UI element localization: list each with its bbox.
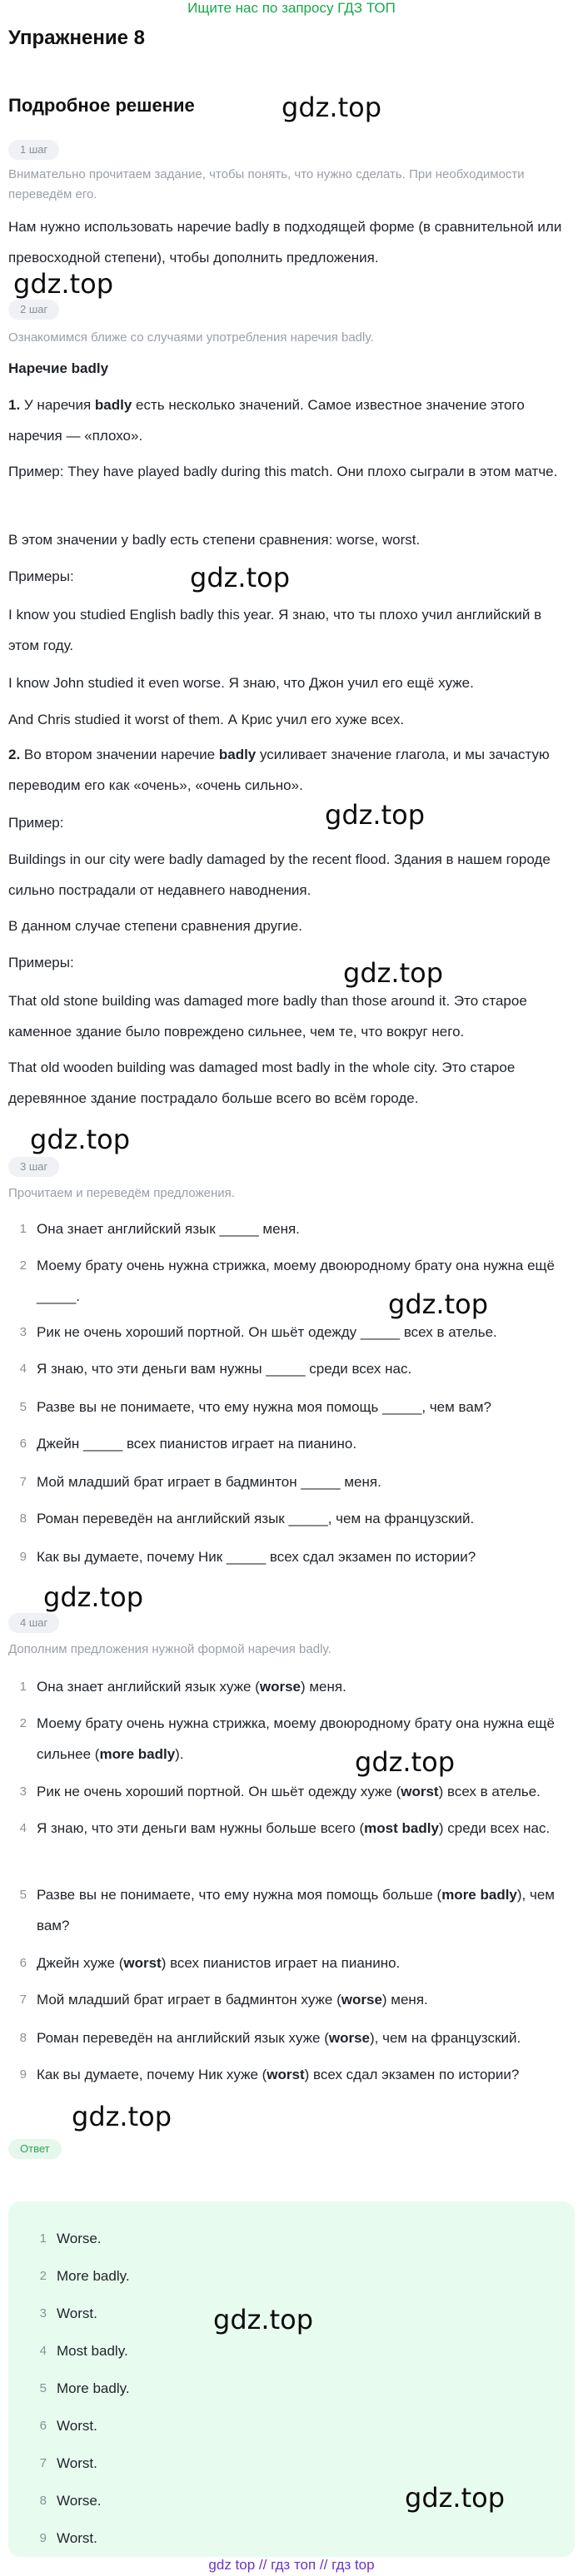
examples-label: Примеры: xyxy=(8,955,74,970)
example-label: Пример: xyxy=(8,815,64,831)
step-badge: 1 шаг xyxy=(8,140,59,160)
watermark: gdz.top xyxy=(30,1124,131,1155)
watermark: gdz.top xyxy=(325,799,426,831)
step-text: Нам нужно использовать наречие badly в подходящей форме (в сравнительной или превосходной степени), чтобы дополнить предложения. xyxy=(8,219,562,266)
example-text: That old wooden building was damaged most badly in the whole city. Это старое деревянное здание пострадало больше всего во всём городе. xyxy=(8,1060,516,1106)
answer-box: 1 Worse. 2 More badly. 3 Worst. 4 Most badly. 5 More badly. 6 Worst. 7 Worst. 8 Worse. 9 Worst. xyxy=(8,2201,575,2557)
example-text: Пример: They have played badly during this match. Они плохо сыграли в этом матче. xyxy=(8,464,558,479)
answer-badge: Ответ xyxy=(8,2139,62,2159)
watermark: gdz.top xyxy=(355,1746,456,1778)
example-text: I know you studied English badly this year. Я знаю, что ты плохо учил английский в этом году. xyxy=(8,607,542,653)
step-badge: 4 шаг xyxy=(8,1613,59,1633)
example-text: That old stone building was damaged more badly than those around it. Это старое каменное здание было повреждено сильнее, чем те, что вокруг него. xyxy=(8,993,527,1040)
example-text: And Chris studied it worst of them. А Крис учил его хуже всех. xyxy=(8,712,405,727)
watermark: gdz.top xyxy=(405,2482,506,2514)
watermark: gdz.top xyxy=(72,2101,172,2132)
search-hint-link[interactable]: Ищите нас по запросу ГДЗ ТОП xyxy=(187,0,396,16)
section-heading: Наречие badly xyxy=(8,360,109,376)
footer-links[interactable]: gdz top // гдз топ // гдз top xyxy=(208,2557,375,2573)
watermark: gdz.top xyxy=(190,562,291,593)
step-note: Прочитаем и переведём предложения. xyxy=(8,1186,235,1200)
step-note: Дополним предложения нужной формой наречия badly. xyxy=(8,1642,331,1656)
step-badge: 2 шаг xyxy=(8,300,59,320)
watermark: gdz.top xyxy=(43,1581,144,1613)
page-title: Упражнение 8 xyxy=(8,27,145,49)
step-note: Внимательно прочитаем задание, чтобы понять, что нужно сделать. При необходимости переведём его. xyxy=(8,167,525,201)
watermark: gdz.top xyxy=(388,1288,489,1320)
paragraph: В этом значении у badly есть степени сравнения: worse, worst. xyxy=(8,532,421,548)
paragraph: В данном случае степени сравнения другие. xyxy=(8,918,302,934)
watermark: gdz.top xyxy=(343,957,444,989)
watermark: gdz.top xyxy=(13,268,114,300)
step-badge: 3 шаг xyxy=(8,1157,59,1177)
watermark: gdz.top xyxy=(213,2304,314,2335)
step-note: Ознакомимся ближе со случаями употребления наречия badly. xyxy=(8,330,374,345)
solution-heading: Подробное решение xyxy=(8,95,195,116)
watermark: gdz.top xyxy=(282,92,382,123)
example-text: Buildings in our city were badly damaged by the recent flood. Здания в нашем городе сильно пострадали от недавнего наводнения. xyxy=(8,851,551,898)
paragraph: 2. Во втором значении наречие badly усиливает значение глагола, и мы зачастую переводим его как «очень», «очень сильно». xyxy=(8,747,550,793)
example-text: I know John studied it even worse. Я знаю, что Джон учил его ещё хуже. xyxy=(8,675,474,691)
paragraph: 1. У наречия badly есть несколько значений. Самое известное значение этого наречия — «плохо». xyxy=(8,397,525,444)
examples-label: Примеры: xyxy=(8,568,74,584)
